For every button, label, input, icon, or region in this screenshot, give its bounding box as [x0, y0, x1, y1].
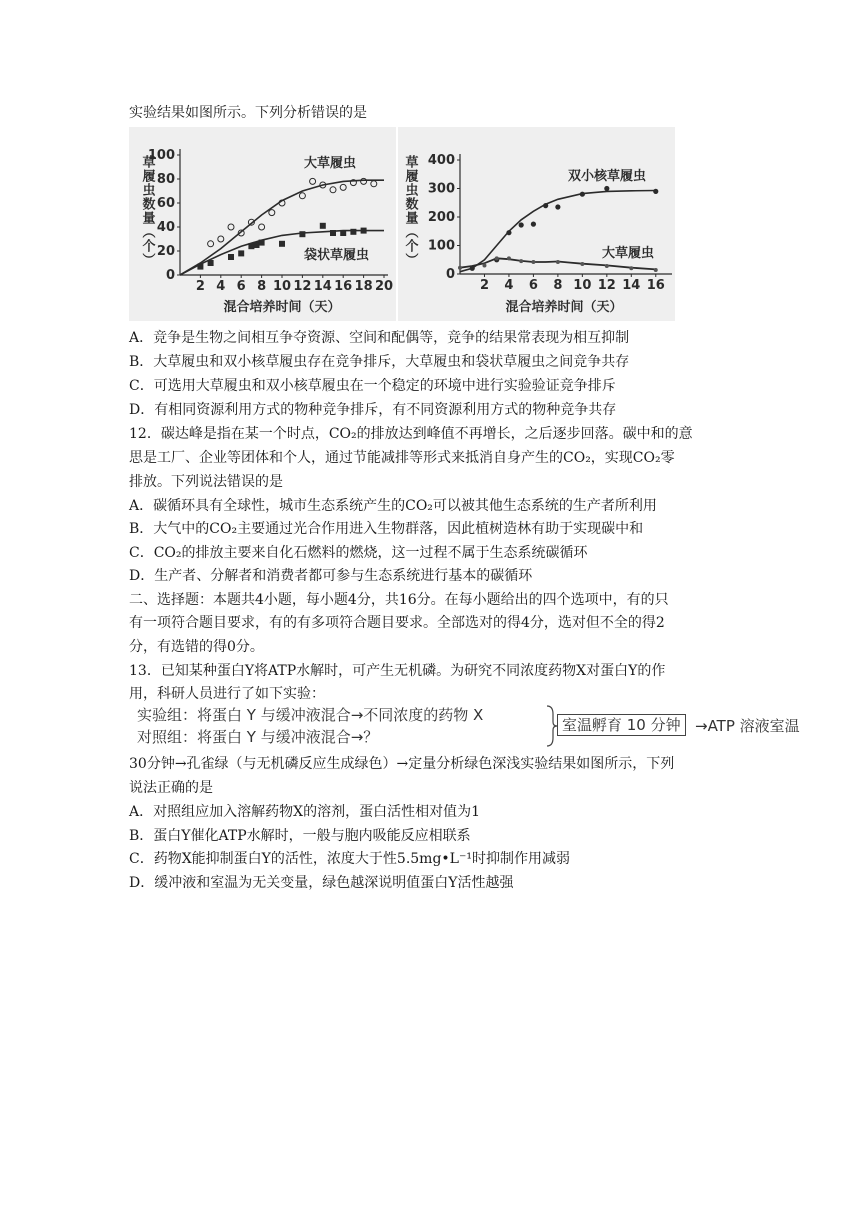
- data-point-open-circle: [208, 241, 214, 247]
- flow-experimental-group: 实验组：将蛋白 Y 与缓冲液混合→不同浓度的药物 X: [137, 706, 484, 724]
- data-point-open-circle: [330, 187, 336, 193]
- q13-experiment-flow: [129, 704, 849, 748]
- x-tick-label: 2: [479, 278, 489, 293]
- data-point-filled-dot: [604, 186, 609, 191]
- series-label-0: 双小核草履虫: [568, 169, 647, 184]
- q13-option-b: B．蛋白Y催化ATP水解时，一般与胞内吸能反应相联系: [129, 828, 471, 844]
- data-point-small-dot: [507, 256, 511, 260]
- y-tick-label: 80: [156, 172, 175, 187]
- data-point-filled-dot: [531, 222, 536, 227]
- flow-atp-step: →ATP 溶液室温: [695, 717, 800, 735]
- x-tick-label: 16: [334, 279, 353, 294]
- data-point-open-circle: [269, 210, 275, 216]
- data-point-small-dot: [629, 266, 633, 270]
- q12-option-d: D．生产者、分解者和消费者都可参与生态系统进行基本的碳循环: [129, 568, 533, 584]
- data-point-filled-square: [330, 230, 336, 236]
- q12-stem-line2: 思是工厂、企业等团体和个人，通过节能减排等形式来抵消自身产生的CO₂，实现CO₂零: [129, 450, 675, 466]
- x-tick-label: 4: [216, 279, 226, 294]
- x-tick-label: 10: [573, 278, 592, 293]
- data-point-filled-dot: [653, 189, 658, 194]
- series-label-1: 大草履虫: [602, 246, 655, 261]
- q13-option-a: A．对照组应加入溶解药物X的溶剂，蛋白活性相对值为1: [129, 804, 480, 820]
- data-point-filled-square: [259, 240, 265, 246]
- data-point-small-dot: [654, 268, 658, 272]
- y-tick-label: 40: [156, 220, 175, 235]
- data-point-small-dot: [580, 262, 584, 266]
- q11-option-c: C．可选用大草履虫和双小核草履虫在一个稳定的环境中进行实验验证竞争排斥: [129, 378, 616, 394]
- x-axis-label: 混合培养时间（天）: [223, 300, 341, 315]
- data-point-open-circle: [218, 236, 224, 242]
- data-point-filled-square: [361, 228, 367, 234]
- x-tick-label: 20: [374, 279, 394, 294]
- x-tick-label: 8: [257, 279, 267, 294]
- y-tick-label: 0: [165, 268, 175, 283]
- data-point-open-circle: [371, 181, 377, 187]
- data-point-filled-square: [279, 241, 285, 247]
- q12-stem-line3: 排放。下列说法错误的是: [129, 474, 283, 490]
- q11-option-b: B．大草履虫和双小核草履虫存在竞争排斥，大草履虫和袋状草履虫之间竞争共存: [129, 354, 630, 370]
- data-point-small-dot: [519, 259, 523, 263]
- data-point-small-dot: [531, 260, 535, 264]
- q13-option-d: D．缓冲液和室温为无关变量，绿色越深说明值蛋白Y活性越强: [129, 875, 514, 891]
- data-point-small-dot: [482, 263, 486, 267]
- x-tick-label: 2: [195, 279, 205, 294]
- data-point-small-dot: [495, 256, 499, 260]
- data-point-open-circle: [228, 224, 234, 230]
- series-label-1: 袋状草履虫: [304, 248, 370, 263]
- y-tick-label: 60: [156, 196, 175, 211]
- data-point-filled-dot: [580, 192, 585, 197]
- x-tick-label: 10: [272, 279, 292, 294]
- x-axis-label: 混合培养时间（天）: [505, 300, 623, 315]
- data-point-filled-dot: [506, 230, 511, 235]
- chart-competition-right: [398, 127, 675, 321]
- y-tick-label: 20: [156, 244, 175, 259]
- data-point-filled-square: [350, 229, 356, 235]
- flow-control-group: 对照组：将蛋白 Y 与缓冲液混合→？: [137, 728, 379, 746]
- data-point-small-dot: [605, 264, 609, 268]
- chart-right-svg: [398, 127, 675, 321]
- y-tick-label: 400: [427, 153, 455, 168]
- data-point-filled-square: [238, 250, 244, 256]
- q11-option-a: A．竞争是生物之间相互争夺资源、空间和配偶等，竞争的结果常表现为相互抑制: [129, 330, 630, 346]
- data-point-filled-square: [320, 223, 326, 229]
- data-point-small-dot: [556, 260, 560, 264]
- chart-left-svg: [129, 127, 396, 321]
- data-point-filled-dot: [543, 203, 548, 208]
- q13-stem-line2: 用，科研人员进行了如下实验：: [129, 686, 325, 702]
- data-point-open-circle: [299, 193, 305, 199]
- x-tick-label: 12: [293, 279, 312, 294]
- section2-line2: 有一项符合题目要求，有的有多项符合题目要求。全部选对的得4分，选对但不全的得2: [129, 615, 665, 631]
- q12-option-c: C．CO₂的排放主要来自化石燃料的燃烧，这一过程不属于生态系统碳循环: [129, 545, 588, 561]
- data-point-filled-square: [228, 254, 234, 260]
- data-point-filled-dot: [555, 204, 560, 209]
- x-tick-label: 6: [236, 279, 246, 294]
- q12-stem-line1: 12．碳达峰是指在某一个时点，CO₂的排放达到峰值不再增长，之后逐步回落。碳中和的意: [129, 426, 693, 442]
- section2-line3: 分，有选错的得0分。: [129, 639, 264, 655]
- data-point-filled-square: [340, 230, 346, 236]
- x-tick-label: 18: [354, 279, 373, 294]
- data-point-filled-square: [197, 264, 203, 270]
- x-tick-label: 12: [597, 278, 616, 293]
- y-tick-label: 100: [147, 148, 175, 163]
- data-point-filled-square: [299, 231, 305, 237]
- q11-option-d: D．有相同资源利用方式的物种竞争排斥，有不同资源利用方式的物种竞争共存: [129, 402, 617, 418]
- section2-line1: 二、选择题：本题共4小题，每小题4分，共16分。在每小题给出的四个选项中，有的只: [129, 592, 669, 608]
- y-axis-label: 草履虫数量（个）: [402, 155, 418, 267]
- q12-option-b: B．大气中的CO₂主要通过光合作用进入生物群落，因此植树造林有助于实现碳中和: [129, 521, 644, 537]
- x-tick-label: 14: [313, 279, 332, 294]
- q13-option-c: C．药物X能抑制蛋白Y的活性，浓度大于性5.5mg•L⁻¹时抑制作用减弱: [129, 851, 570, 867]
- data-point-open-circle: [310, 178, 316, 184]
- data-point-filled-square: [208, 260, 214, 266]
- q13-stem-line4: 说法正确的是: [129, 780, 213, 796]
- x-tick-label: 4: [504, 278, 514, 293]
- chart-competition-left: [129, 127, 396, 321]
- y-tick-label: 200: [427, 210, 455, 225]
- x-tick-label: 6: [528, 278, 538, 293]
- data-point-open-circle: [259, 224, 265, 230]
- q13-stem-line1: 13．已知某种蛋白Y将ATP水解时，可产生无机磷。为研究不同浓度药物X对蛋白Y的作: [129, 663, 666, 679]
- flow-incubation-box: 室温孵育 10 分钟: [557, 714, 686, 736]
- y-tick-label: 100: [427, 238, 455, 254]
- series-label-0: 大草履虫: [304, 156, 357, 171]
- data-point-small-dot: [458, 266, 462, 270]
- y-axis-label: 草履虫数量（个）: [139, 155, 155, 267]
- q12-option-a: A．碳循环具有全球性，城市生态系统产生的CO₂可以被其他生态系统的生产者所利用: [129, 498, 657, 514]
- y-tick-label: 300: [427, 181, 455, 197]
- data-point-open-circle: [340, 184, 346, 190]
- y-tick-label: 0: [445, 267, 455, 282]
- x-tick-label: 14: [622, 278, 641, 293]
- data-point-open-circle: [361, 178, 367, 184]
- data-point-filled-dot: [519, 222, 524, 227]
- x-tick-label: 16: [646, 278, 665, 293]
- x-tick-label: 8: [553, 278, 563, 293]
- intro-text: 实验结果如图所示。下列分析错误的是: [129, 105, 367, 121]
- q13-stem-line3: 30分钟→孔雀绿（与无机磷反应生成绿色）→定量分析绿色深浅实验结果如图所示，下列: [129, 756, 675, 772]
